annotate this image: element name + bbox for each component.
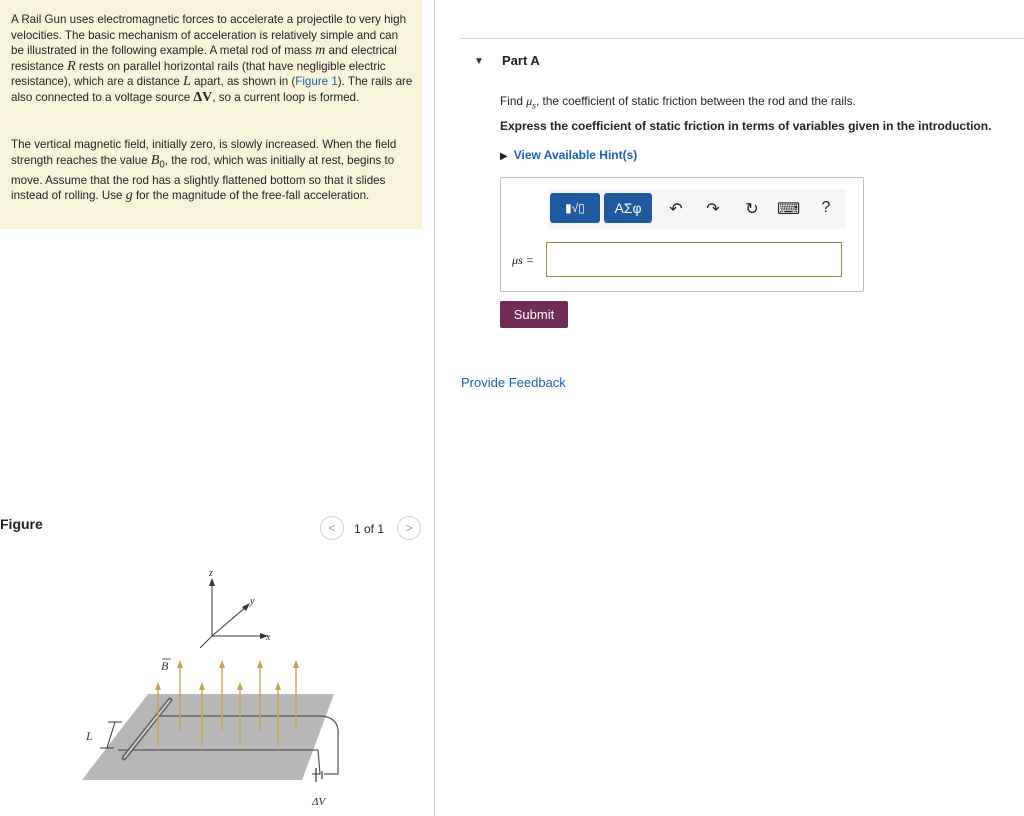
question-text: Find $\mu_s$, the coefficient of static friction between the rod and the rails. [500,94,856,112]
collapse-caret-icon[interactable]: ▼ [474,56,484,67]
axes-icon [200,578,268,648]
part-top-rule [460,38,1024,39]
axis-label-x: x [266,632,271,643]
redo-icon[interactable]: ↷ [706,201,720,218]
var-B0: B [150,152,160,168]
part-title[interactable]: Part A [502,53,540,68]
voltage-label: ΔV [312,796,326,808]
submit-button[interactable]: Submit [500,301,568,328]
answer-label: μs = [512,253,534,267]
intro-paragraph-1: A Rail Gun uses electromagnetic forces to accelerate a projectile to very high velocities. The basic mechanism of acceleration is relatively simple and can be illustrated in the following example. A metal rod of mass m and electrical resistance R rests on parallel horizontal rails (that have negligible electric resistance), which are a distance L apart, as shown in (Figure 1). The rails are also connected to a voltage source ΔV, so a current loop is formed. [11,13,413,105]
field-label: B [161,659,169,673]
next-figure-button[interactable]: > [397,516,421,540]
undo-icon[interactable]: ↶ [669,201,683,218]
provide-feedback-link[interactable]: Provide Feedback [461,375,566,390]
battery-icon [316,768,322,782]
view-hints-toggle[interactable]: ▶ View Available Hint(s) [500,148,638,162]
figure-pager: 1 of 1 [354,522,385,536]
var-m: m [315,43,326,59]
var-g: g [125,188,133,204]
reset-icon[interactable]: ↻ [745,201,759,218]
axis-label-z: z [209,568,213,579]
rail-gun-figure [0,560,422,816]
prev-figure-button[interactable]: < [320,516,344,540]
var-L: L [183,74,191,90]
instruction-text: Express the coefficient of static friction in terms of variables given in the introduction. [500,119,992,133]
figure-link[interactable]: Figure 1 [295,75,338,89]
keyboard-icon[interactable]: ⌨ [777,201,801,218]
figure-title: Figure [0,516,43,532]
answer-input[interactable] [546,242,842,277]
panel-divider [434,0,435,816]
help-icon[interactable]: ? [821,199,831,216]
symbols-button[interactable]: ΑΣφ [604,193,652,223]
templates-button[interactable]: ▮√▯ [550,193,600,223]
var-mu-s: $\mu_s$ [526,94,536,112]
axis-label-y: y [250,596,255,607]
math-toolbar [548,189,846,229]
var-R: R [67,58,76,74]
problem-intro [0,0,422,229]
var-dV: ΔV [193,89,213,105]
distance-label: L [86,729,93,743]
intro-paragraph-2: The vertical magnetic field, initially zero, is slowly increased. When the field strength reaches the value $B_0$, the rod, which was initially at rest, begins to move. Assume that the rod has a slightly flattened bottom so that it slides instead of rolling. Use g for the magnitude of the free-fall acceleration. [11,138,397,204]
expand-triangle-icon: ▶ [500,151,508,162]
